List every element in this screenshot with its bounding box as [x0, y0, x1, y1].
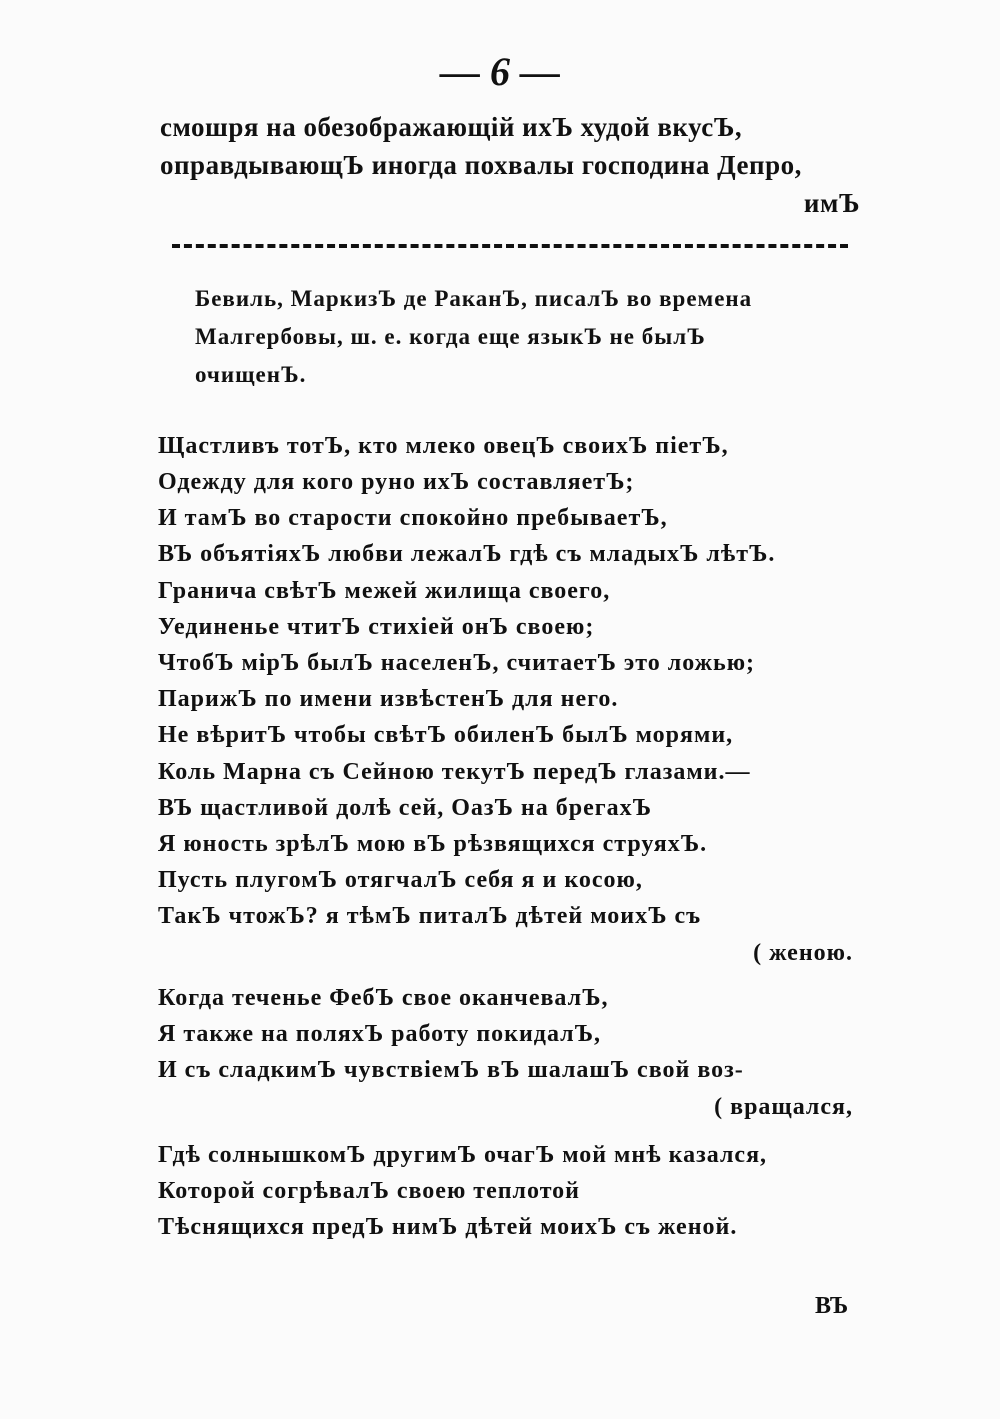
verse-continuation: ( вращался, [714, 1094, 853, 1120]
verse-continuation: ( женою. [753, 940, 853, 966]
verse-line: Тѣснящихся предЪ нимЪ дѣтей моихЪ съ женой. [158, 1214, 738, 1240]
verse-line: Когда теченье ФебЪ свое оканчевалЪ, [158, 985, 609, 1011]
note-line: очищенЪ. [195, 362, 307, 387]
verse-line: Которой согрѣвалЪ своею теплотой [158, 1178, 580, 1204]
verse-line: Коль Марна съ Сейною текутЪ передЪ глазами.— [158, 759, 751, 785]
intro-line: оправдывающЪ иногда похвалы господина Депро, [160, 150, 802, 180]
note-line: Бевиль, МаркизЪ де РаканЪ, писалЪ во времена [195, 286, 753, 311]
verse-line: И съ сладкимЪ чувствіемЪ вЪ шалашЪ свой воз- [158, 1057, 744, 1083]
verse-line: Щастливъ тотЪ, кто млеко овецЪ своихЪ піетЪ, [158, 433, 729, 459]
verse-line: Гдѣ солнышкомЪ другимЪ очагЪ мой мнѣ казался, [158, 1142, 768, 1168]
intro-line: имЪ [803, 188, 860, 218]
intro-line: смошря на обезображающій ихЪ худой вкусЪ, [160, 112, 743, 142]
note-line: Малгербовы, ш. е. когда еще языкЪ не былЪ [195, 324, 706, 349]
page-number: — 6 — [440, 49, 560, 94]
verse-line: И тамЪ во старости спокойно пребываетЪ, [158, 505, 668, 531]
verse-line: Я также на поляхЪ работу покидалЪ, [158, 1021, 601, 1047]
verse-line: Уединенье чтитЪ стихіей онЪ своею; [158, 614, 595, 640]
verse-line: Не вѣритЪ чтобы свѣтЪ обиленЪ былЪ морями, [158, 722, 734, 748]
verse-line: Я юность зрѣлЪ мою вЪ рѣзвящихся струяхЪ. [158, 831, 708, 857]
catchword: ВЪ [815, 1293, 849, 1319]
verse-line: ТакЪ чтожЪ? я тѣмЪ питалЪ дѣтей моихЪ съ [158, 903, 702, 929]
verse-line: Граничa свѣтЪ межей жилища своего, [158, 578, 611, 604]
verse-line: Одежду для кого руно ихЪ составляетЪ; [158, 469, 635, 495]
section-divider [172, 244, 848, 248]
verse-line: ВЪ объятіяхЪ любви лежалЪ гдѣ съ младыхЪ лѣтЪ. [158, 541, 776, 567]
verse-line: ЧтобЪ мірЪ былЪ населенЪ, считаетЪ это ложью; [158, 650, 756, 676]
verse-line: Пусть плугомЪ отягчалЪ себя я и косою, [158, 867, 643, 893]
verse-line: ПарижЪ по имени извѣстенЪ для него. [158, 686, 619, 712]
verse-line: ВЪ щастливой долѣ сей, ОазЪ на брегахЪ [158, 795, 652, 821]
